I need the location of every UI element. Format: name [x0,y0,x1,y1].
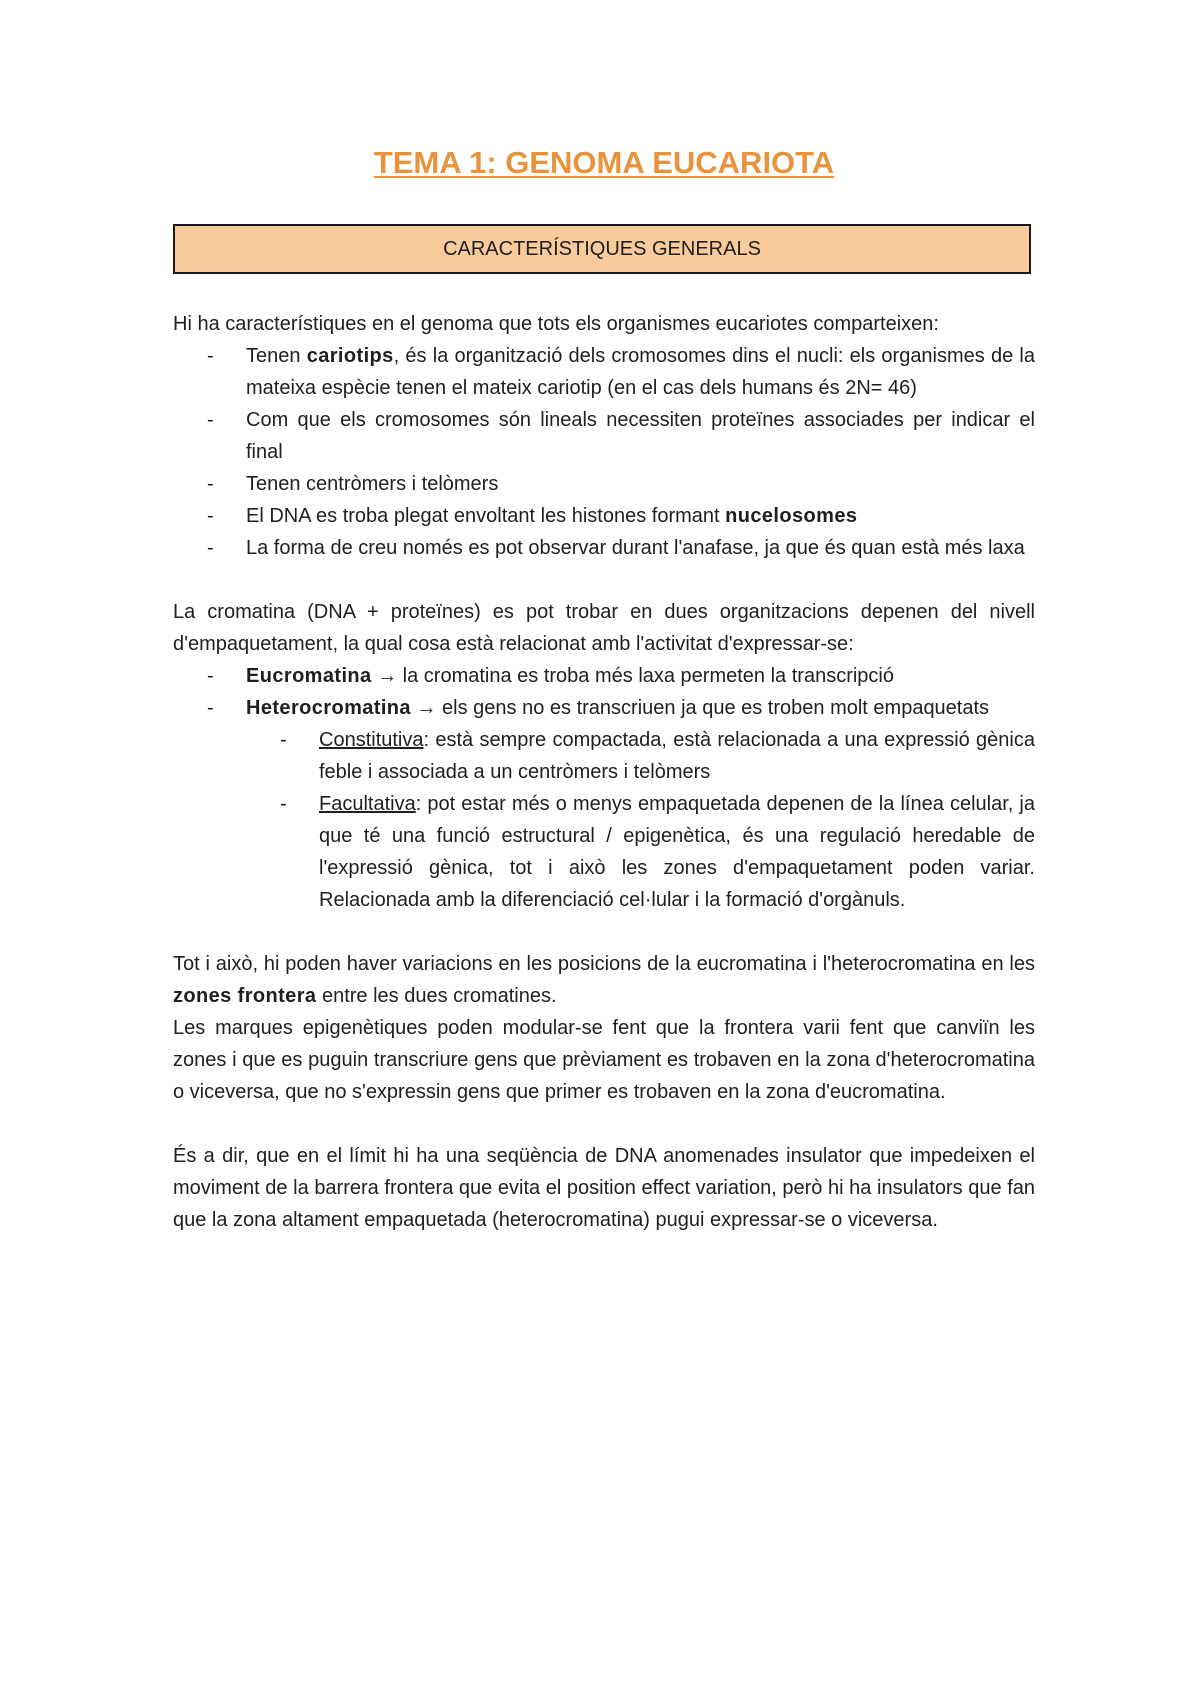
list-item-text: : està sempre compactada, està relacionada a una expressió gènica feble i associada a un centròmers i telòmers [319,729,1035,783]
list-item-text: , és la organització dels cromosomes dins el nucli: els organismes de la mateixa espècie tenen el mateix cariotip (en el cas dels humans és 2N= 46) [246,345,1035,399]
characteristics-list [173,340,1035,564]
spacer [173,564,1035,596]
intro-paragraph: Hi ha característiques en el genoma que tots els organismes eucariotes comparteixen: [173,313,939,335]
sublist-item [173,724,1035,788]
sublist-item [173,788,1035,916]
paragraph-text: entre les dues cromatines. [316,985,557,1007]
list-item [173,660,1035,692]
page-title: TEMA 1: GENOMA EUCARIOTA [373,145,835,180]
list-item-text: Tenen centròmers i telòmers [246,473,499,495]
bold-term: zones frontera [173,985,317,1007]
list-item-text: El DNA es troba plegat envoltant les histones formant [246,505,726,527]
list-item [173,532,1035,564]
list-item-text: → els gens no es transcriuen ja que es troben molt empaquetats [410,697,990,719]
bold-term: Eucromatina [246,665,372,687]
epigenetic-paragraph: Les marques epigenètiques poden modular-se fent que la frontera varii fent que canviïn les zones i que es puguin transcriure gens que prèviament es trobaven en la zona d'heterocromatina o viceversa, que no s'expressin gens que primer es trobaven en la zona d'eucromatina. [173,1017,1035,1103]
paragraph-text: Tot i això, hi poden haver variacions en les posicions de la eucromatina i l'heterocromatina en les [173,953,1035,975]
list-item-text: La forma de creu només es pot observar durant l'anafase, ja que és quan està més laxa [246,537,1025,559]
chromatin-paragraph: La cromatina (DNA + proteïnes) es pot trobar en dues organitzacions depenen del nivell d'empaquetament, la qual cosa està relacionat amb l'activitat d'expressar-se: [173,601,1035,655]
underlined-term: Constitutiva [319,729,424,751]
bold-term: cariotips [306,345,394,367]
spacer [173,916,1035,948]
heterochromatin-sublist [173,724,1035,916]
list-item-text: Com que els cromosomes són lineals necessiten proteïnes associades per indicar el final [246,409,1035,463]
list-item [173,468,1035,500]
list-item [173,692,1035,916]
underlined-term: Facultativa [319,793,416,815]
list-item [173,500,1035,532]
list-item [173,404,1035,468]
list-item-text: Tenen [246,345,307,367]
bold-term: nucelosomes [725,505,858,527]
list-item [173,340,1035,404]
border-zones-paragraph [173,948,1035,1012]
list-item-text: : pot estar més o menys empaquetada depenen de la línea celular, ja que té una funció estructural / epigenètica, és una regulació heredable de l'expressió gènica, tot i això les zones d'empaquetament poden variar. Relacionada amb la diferenciació cel·lular i la formació d'orgànuls. [319,793,1035,911]
bold-term: Heterocromatina [246,697,411,719]
spacer [173,1108,1035,1140]
list-item-text: → la cromatina es troba més laxa permeten la transcripció [371,665,894,687]
insulator-paragraph: És a dir, que en el límit hi ha una seqüència de DNA anomenades insulator que impedeixen el moviment de la barrera frontera que evita el position effect variation, però hi ha insulators que fan que la zona altament empaquetada (heterocromatina) pugui expressar-se o viceversa. [173,1145,1035,1231]
chromatin-list [173,660,1035,916]
body-text [173,308,1035,1236]
section-heading-box: CARACTERÍSTIQUES GENERALS [173,224,1031,274]
